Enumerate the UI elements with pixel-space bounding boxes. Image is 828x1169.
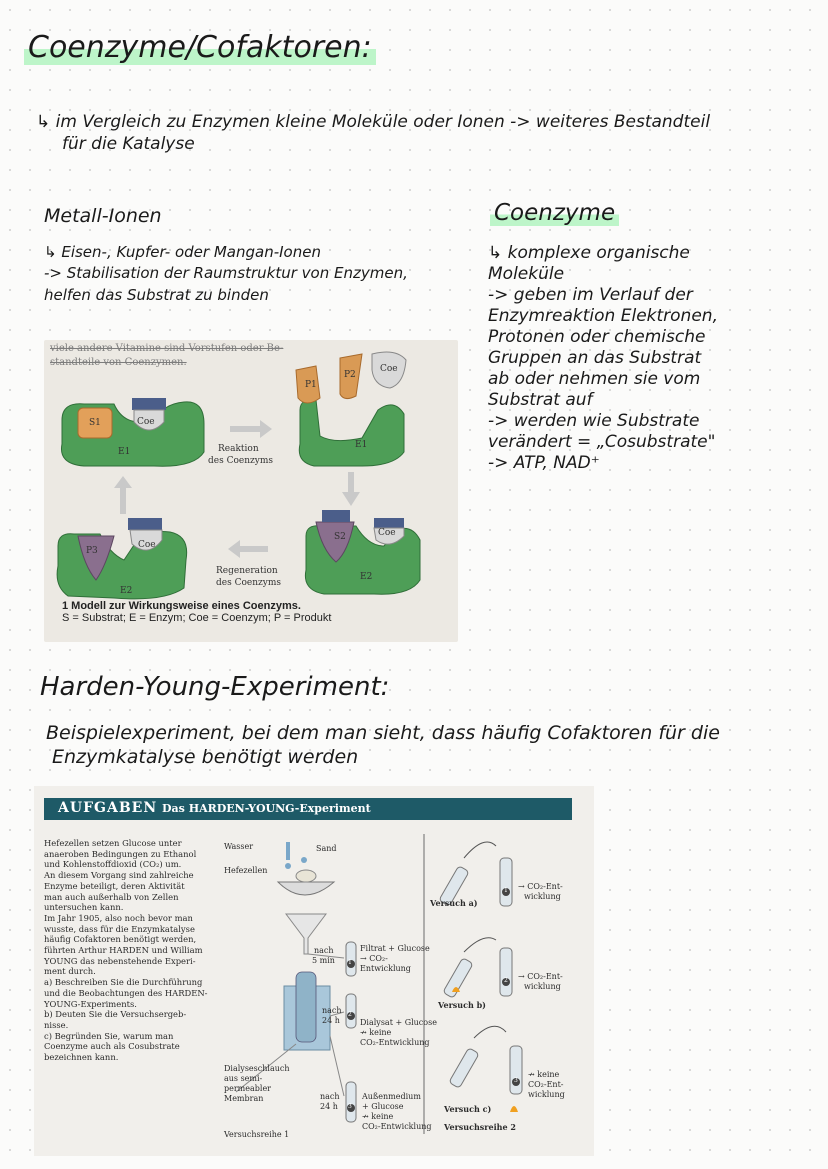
label-schlauch: aus semi- bbox=[224, 1074, 263, 1083]
label-dialysat: CO₂-Entwicklung bbox=[360, 1038, 430, 1047]
metal-line-2: -> Stabilisation der Raumstruktur von Enzymen, bbox=[44, 264, 408, 282]
label-aussenmedium: CO₂-Entwicklung bbox=[362, 1122, 432, 1131]
label-coe: Coe bbox=[137, 417, 155, 427]
tube-number: 1 bbox=[504, 887, 508, 894]
label-filtrat: → CO₂- bbox=[360, 954, 388, 963]
tube-number: 2 bbox=[504, 977, 508, 984]
label-co2-a: wicklung bbox=[524, 892, 561, 901]
coenzyme-line: Gruppen an das Substrat bbox=[488, 348, 702, 368]
enzyme-cycle-diagram bbox=[44, 340, 458, 642]
label-s2: S2 bbox=[334, 532, 346, 542]
coenzyme-model-figure bbox=[44, 340, 458, 642]
aufgaben-text: Hefezellen setzen Glucose unter anaeroben Bedingungen zu Ethanol und Kohlenstoffdioxid (CO₂) um. An diesem Vorgang sind zahlreiche Enzyme beteiligt, deren Aktivität man auch außerhalb von Zellen untersuchen kann. Im Jahr 1905, also noch bevor man wusste, dass für die Enzymkatalyse häufig Cofaktoren benötigt werden, führten Arthur HARDEN und William YOUNG das nebenstehende Experi- ment durch. a) Beschreiben Sie die Durchführung und die Beobachtungen des HARDEN- YOUNG-Experiments. b) Deuten Sie die Versuchsergeb- nisse. c) Begründen Sie, warum man Coenzyme auch als Cosubstrate bezeichnen kann. bbox=[44, 838, 208, 1063]
label-filtrat: Filtrat + Glucose bbox=[360, 944, 430, 953]
label-wasser: Wasser bbox=[224, 842, 254, 851]
label-coe: Coe bbox=[378, 528, 396, 538]
metal-line-3: helfen das Substrat zu binden bbox=[44, 286, 269, 304]
coenzyme-line: Enzymreaktion Elektronen, bbox=[488, 306, 718, 326]
label-reaction-2: des Coenzyms bbox=[208, 456, 273, 466]
label-p1: P1 bbox=[305, 380, 317, 390]
harden-young-figure bbox=[34, 786, 594, 1156]
label-nach: nach bbox=[314, 946, 334, 955]
experiment-diagram bbox=[34, 786, 594, 1156]
label-co2-b: → CO₂-Ent- bbox=[518, 972, 563, 981]
label-co2-c: CO₂-Ent- bbox=[528, 1080, 564, 1089]
label-sand: Sand bbox=[316, 844, 337, 853]
page-title: Coenzyme/Cofaktoren: bbox=[24, 30, 376, 65]
label-e2: E2 bbox=[120, 586, 133, 596]
label-versuch-a: Versuch a) bbox=[430, 898, 478, 908]
label-coe: Coe bbox=[380, 364, 398, 374]
label-versuchsreihe-2: Versuchsreihe 2 bbox=[444, 1122, 516, 1132]
harden-heading: Harden-Young-Experiment: bbox=[40, 672, 390, 702]
struck-text: viele andere Vitamine sind Vorstufen oder Be- standteile von Coenzymen. bbox=[50, 343, 284, 368]
label-s1: S1 bbox=[89, 418, 101, 428]
label-schlauch: permeabler bbox=[224, 1084, 272, 1093]
aufgaben-header: AUFGABEN Das HARDEN-YOUNG-Experiment bbox=[44, 798, 572, 820]
label-dialysat: ↛ keine bbox=[360, 1028, 392, 1037]
coenzyme-heading: Coenzyme bbox=[490, 200, 619, 226]
tube-number: 2 bbox=[348, 1011, 352, 1018]
label-nach: nach bbox=[322, 1006, 342, 1015]
label-co2-a: → CO₂-Ent- bbox=[518, 882, 563, 891]
label-aussenmedium: + Glucose bbox=[362, 1102, 404, 1111]
harden-line-2: Enzymkatalyse benötigt werden bbox=[52, 746, 359, 768]
intro-line-2: für die Katalyse bbox=[62, 134, 195, 154]
coenzyme-line: ↳ komplexe organische bbox=[488, 243, 690, 263]
label-p2: P2 bbox=[344, 370, 356, 380]
label-aussenmedium: ↛ keine bbox=[362, 1112, 394, 1121]
label-schlauch: Dialyseschlauch bbox=[224, 1064, 290, 1073]
coenzyme-notes bbox=[488, 243, 808, 474]
coenzyme-line: ab oder nehmen sie vom bbox=[488, 369, 701, 389]
label-nach: nach bbox=[320, 1092, 340, 1101]
coenzyme-line: Moleküle bbox=[488, 264, 565, 284]
label-filtrat: Entwicklung bbox=[360, 964, 411, 973]
figure-caption: 1 Modell zur Wirkungsweise eines Coenzyms. S = Substrat; E = Enzym; Coe = Coenzym; P = Produkt bbox=[62, 600, 332, 624]
label-regeneration: Regeneration bbox=[216, 566, 278, 576]
metal-heading: Metall-Ionen bbox=[44, 205, 162, 227]
coenzyme-line: -> ATP, NAD⁺ bbox=[488, 453, 600, 473]
tube-number: 3 bbox=[514, 1077, 518, 1084]
label-e1: E1 bbox=[118, 447, 131, 457]
label-time: 24 h bbox=[322, 1016, 340, 1025]
label-e2: E2 bbox=[360, 572, 373, 582]
coenzyme-line: -> werden wie Substrate bbox=[488, 411, 700, 431]
label-co2-c: ↛ keine bbox=[528, 1070, 560, 1079]
metal-line-1: ↳ Eisen-, Kupfer- oder Mangan-Ionen bbox=[44, 243, 321, 261]
label-regeneration-2: des Coenzyms bbox=[216, 578, 281, 588]
coenzyme-line: verändert = „Cosubstrate" bbox=[488, 432, 716, 452]
label-p3: P3 bbox=[86, 546, 98, 556]
coenzyme-line: Protonen oder chemische bbox=[488, 327, 706, 347]
label-hefezellen: Hefezellen bbox=[224, 866, 268, 875]
label-versuch-c: Versuch c) bbox=[444, 1104, 492, 1114]
tube-number: 1 bbox=[348, 959, 352, 966]
harden-line-1: Beispielexperiment, bei dem man sieht, dass häufig Cofaktoren für die bbox=[46, 722, 720, 744]
intro-line-1: ↳ im Vergleich zu Enzymen kleine Moleküle oder Ionen -> weiteres Bestandteil bbox=[36, 112, 711, 132]
coenzyme-line: -> geben im Verlauf der bbox=[488, 285, 693, 305]
label-coe: Coe bbox=[138, 540, 156, 550]
label-time: 5 min bbox=[312, 956, 335, 965]
label-co2-c: wicklung bbox=[528, 1090, 565, 1099]
tube-number: 3 bbox=[348, 1103, 352, 1110]
label-co2-b: wicklung bbox=[524, 982, 561, 991]
label-reaction: Reaktion bbox=[218, 444, 259, 454]
label-e1: E1 bbox=[355, 440, 368, 450]
coenzyme-line: Substrat auf bbox=[488, 390, 593, 410]
label-schlauch: Membran bbox=[224, 1094, 264, 1103]
label-time: 24 h bbox=[320, 1102, 338, 1111]
label-versuchsreihe-1: Versuchsreihe 1 bbox=[224, 1130, 290, 1139]
label-aussenmedium: Außenmedium bbox=[362, 1092, 421, 1101]
label-versuch-b: Versuch b) bbox=[438, 1000, 486, 1010]
label-dialysat: Dialysat + Glucose bbox=[360, 1018, 437, 1027]
